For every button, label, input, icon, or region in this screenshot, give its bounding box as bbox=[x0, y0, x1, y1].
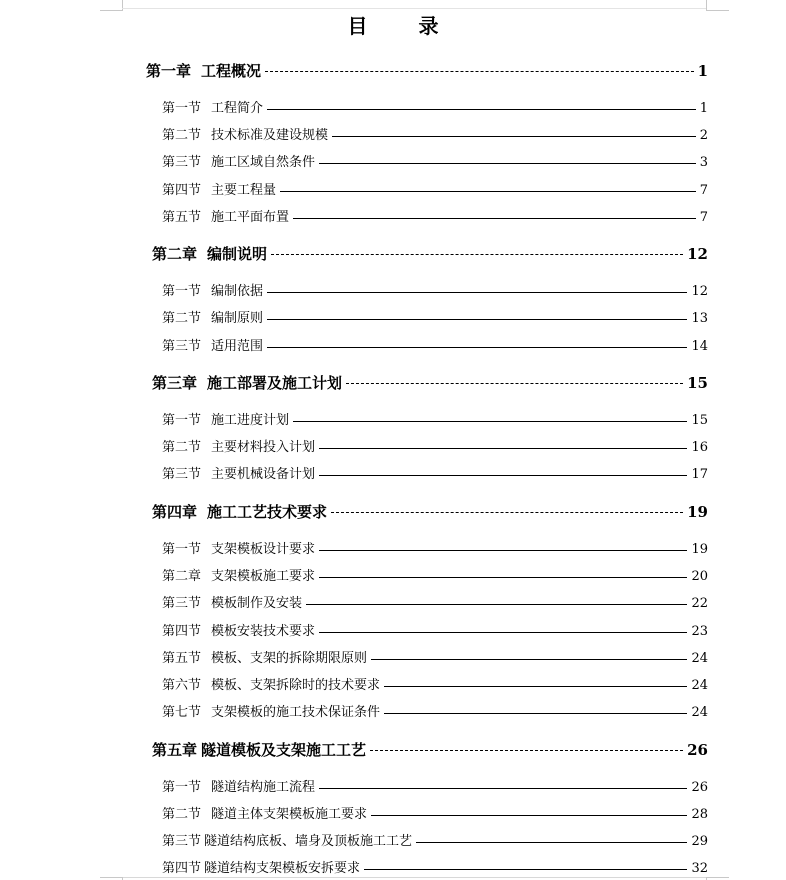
page-number: 24 bbox=[691, 705, 708, 720]
section-number: 第三节 bbox=[162, 834, 202, 849]
line-leader bbox=[319, 788, 687, 789]
toc-section-entry[interactable] bbox=[162, 466, 708, 484]
line-leader bbox=[293, 218, 696, 219]
section-number: 第五节 bbox=[162, 651, 202, 666]
section-title: 主要工程量 bbox=[211, 183, 277, 198]
section-number: 第一节 bbox=[162, 284, 202, 299]
section-number: 第四节 bbox=[162, 624, 202, 639]
section-number: 第二章 bbox=[162, 569, 202, 584]
page-number: 15 bbox=[687, 374, 708, 392]
page-number: 20 bbox=[691, 569, 708, 584]
page-number: 32 bbox=[691, 861, 708, 876]
section-number: 第二节 bbox=[162, 440, 202, 455]
chapter-title: 施工部署及施工计划 bbox=[207, 374, 343, 392]
toc-chapter-entry[interactable] bbox=[152, 245, 708, 263]
toc-section-entry[interactable] bbox=[162, 623, 708, 641]
page-number: 1 bbox=[697, 62, 708, 80]
section-number: 第二节 bbox=[162, 128, 202, 143]
toc-section-entry[interactable] bbox=[162, 541, 708, 559]
page-number: 14 bbox=[691, 339, 708, 354]
toc-section-entry[interactable] bbox=[162, 595, 708, 613]
section-title: 编制依据 bbox=[211, 284, 264, 299]
section-title: 模板安装技术要求 bbox=[211, 624, 316, 639]
dash-leader bbox=[265, 71, 694, 72]
line-leader bbox=[384, 713, 687, 714]
section-number: 第一节 bbox=[162, 101, 202, 116]
page-corner-mark-top-right bbox=[706, 0, 729, 11]
line-leader bbox=[371, 815, 687, 816]
line-leader bbox=[332, 136, 696, 137]
page-number: 22 bbox=[691, 596, 708, 611]
toc-section-entry[interactable] bbox=[162, 860, 708, 878]
toc-section-entry[interactable] bbox=[162, 779, 708, 797]
page-number: 2 bbox=[699, 128, 708, 143]
line-leader bbox=[364, 869, 687, 870]
line-leader bbox=[319, 475, 687, 476]
section-title: 隧道主体支架模板施工要求 bbox=[211, 807, 368, 822]
dash-leader bbox=[271, 254, 683, 255]
line-leader bbox=[293, 421, 687, 422]
toc-section-entry[interactable] bbox=[162, 568, 708, 586]
section-title: 主要机械设备计划 bbox=[211, 467, 316, 482]
toc-chapter-entry[interactable] bbox=[152, 741, 708, 759]
page-number: 26 bbox=[691, 780, 708, 795]
toc-section-entry[interactable] bbox=[162, 338, 708, 356]
line-leader bbox=[319, 550, 687, 551]
section-number: 第二节 bbox=[162, 311, 202, 326]
section-title: 支架模板设计要求 bbox=[211, 542, 316, 557]
line-leader bbox=[280, 191, 696, 192]
section-number: 第三节 bbox=[162, 596, 202, 611]
section-number: 第六节 bbox=[162, 678, 202, 693]
toc-section-entry[interactable] bbox=[162, 704, 708, 722]
section-title: 支架模板的施工技术保证条件 bbox=[211, 705, 381, 720]
page-number: 3 bbox=[699, 155, 708, 170]
page-number: 15 bbox=[691, 413, 708, 428]
line-leader bbox=[267, 292, 687, 293]
line-leader bbox=[319, 448, 687, 449]
section-number: 第三节 bbox=[162, 155, 202, 170]
line-leader bbox=[267, 109, 696, 110]
toc-section-entry[interactable] bbox=[162, 182, 708, 200]
toc-chapter-entry[interactable] bbox=[152, 374, 708, 392]
section-number: 第七节 bbox=[162, 705, 202, 720]
section-title: 模板、支架拆除时的技术要求 bbox=[211, 678, 381, 693]
page-number: 12 bbox=[687, 245, 708, 263]
section-title: 施工区域自然条件 bbox=[211, 155, 316, 170]
line-leader bbox=[371, 659, 687, 660]
line-leader bbox=[306, 604, 687, 605]
section-number: 第五节 bbox=[162, 210, 202, 225]
section-title: 主要材料投入计划 bbox=[211, 440, 316, 455]
page-number: 19 bbox=[691, 542, 708, 557]
page-number: 24 bbox=[691, 651, 708, 666]
toc-section-entry[interactable] bbox=[162, 650, 708, 668]
page-number: 7 bbox=[699, 210, 708, 225]
section-number: 第一节 bbox=[162, 413, 202, 428]
section-title: 模板、支架的拆除期限原则 bbox=[211, 651, 368, 666]
line-leader bbox=[319, 632, 687, 633]
section-number: 第四节 bbox=[162, 183, 202, 198]
line-leader bbox=[416, 842, 687, 843]
section-title: 隧道结构施工流程 bbox=[211, 780, 316, 795]
toc-section-entry[interactable] bbox=[162, 127, 708, 145]
toc-section-entry[interactable] bbox=[162, 677, 708, 695]
chapter-title: 隧道模板及支架施工工艺 bbox=[201, 741, 367, 759]
section-title: 编制原则 bbox=[211, 311, 264, 326]
section-title: 工程简介 bbox=[211, 101, 264, 116]
page-top-edge bbox=[122, 8, 706, 9]
toc-section-entry[interactable] bbox=[162, 310, 708, 328]
toc-section-entry[interactable] bbox=[162, 806, 708, 824]
chapter-title: 工程概况 bbox=[201, 62, 262, 80]
line-leader bbox=[319, 163, 696, 164]
chapter-number: 第三章 bbox=[152, 374, 198, 392]
chapter-number: 第一章 bbox=[146, 62, 192, 80]
section-number: 第一节 bbox=[162, 542, 202, 557]
dash-leader bbox=[370, 750, 683, 751]
toc-chapter-entry[interactable] bbox=[152, 503, 708, 521]
dash-leader bbox=[331, 512, 683, 513]
line-leader bbox=[267, 319, 687, 320]
toc-title: 目 录 bbox=[347, 14, 461, 38]
page-number: 23 bbox=[691, 624, 708, 639]
toc-section-entry[interactable] bbox=[162, 833, 708, 851]
dash-leader bbox=[346, 383, 683, 384]
page-corner-mark-top-left bbox=[100, 0, 123, 11]
page-number: 29 bbox=[691, 834, 708, 849]
page-number: 28 bbox=[691, 807, 708, 822]
toc-section-entry[interactable] bbox=[162, 283, 708, 301]
chapter-title: 编制说明 bbox=[207, 245, 268, 263]
page-number: 19 bbox=[687, 503, 708, 521]
section-title: 支架模板施工要求 bbox=[211, 569, 316, 584]
toc-section-entry[interactable] bbox=[162, 209, 708, 227]
page-number: 24 bbox=[691, 678, 708, 693]
page-number: 16 bbox=[691, 440, 708, 455]
section-number: 第三节 bbox=[162, 339, 202, 354]
page-number: 12 bbox=[691, 284, 708, 299]
page-number: 1 bbox=[699, 101, 708, 116]
section-title: 适用范围 bbox=[211, 339, 264, 354]
toc-section-entry[interactable] bbox=[162, 100, 708, 118]
section-title: 技术标准及建设规模 bbox=[211, 128, 329, 143]
section-number: 第四节 bbox=[162, 861, 202, 876]
page-number: 26 bbox=[687, 741, 708, 759]
page-number: 7 bbox=[699, 183, 708, 198]
toc-section-entry[interactable] bbox=[162, 412, 708, 430]
chapter-number: 第二章 bbox=[152, 245, 198, 263]
section-title: 模板制作及安装 bbox=[211, 596, 303, 611]
section-title: 隧道结构支架模板安拆要求 bbox=[204, 861, 361, 876]
section-title: 施工进度计划 bbox=[211, 413, 290, 428]
toc-chapter-entry[interactable] bbox=[146, 62, 708, 80]
section-number: 第三节 bbox=[162, 467, 202, 482]
page-number: 17 bbox=[691, 467, 708, 482]
section-title: 隧道结构底板、墙身及顶板施工工艺 bbox=[204, 834, 413, 849]
section-number: 第二节 bbox=[162, 807, 202, 822]
toc-section-entry[interactable] bbox=[162, 439, 708, 457]
line-leader bbox=[384, 686, 687, 687]
line-leader bbox=[267, 347, 687, 348]
page-number: 13 bbox=[691, 311, 708, 326]
chapter-number: 第四章 bbox=[152, 503, 198, 521]
chapter-number: 第五章 bbox=[152, 741, 198, 759]
section-number: 第一节 bbox=[162, 780, 202, 795]
chapter-title: 施工工艺技术要求 bbox=[207, 503, 328, 521]
toc-section-entry[interactable] bbox=[162, 154, 708, 172]
line-leader bbox=[319, 577, 687, 578]
section-title: 施工平面布置 bbox=[211, 210, 290, 225]
